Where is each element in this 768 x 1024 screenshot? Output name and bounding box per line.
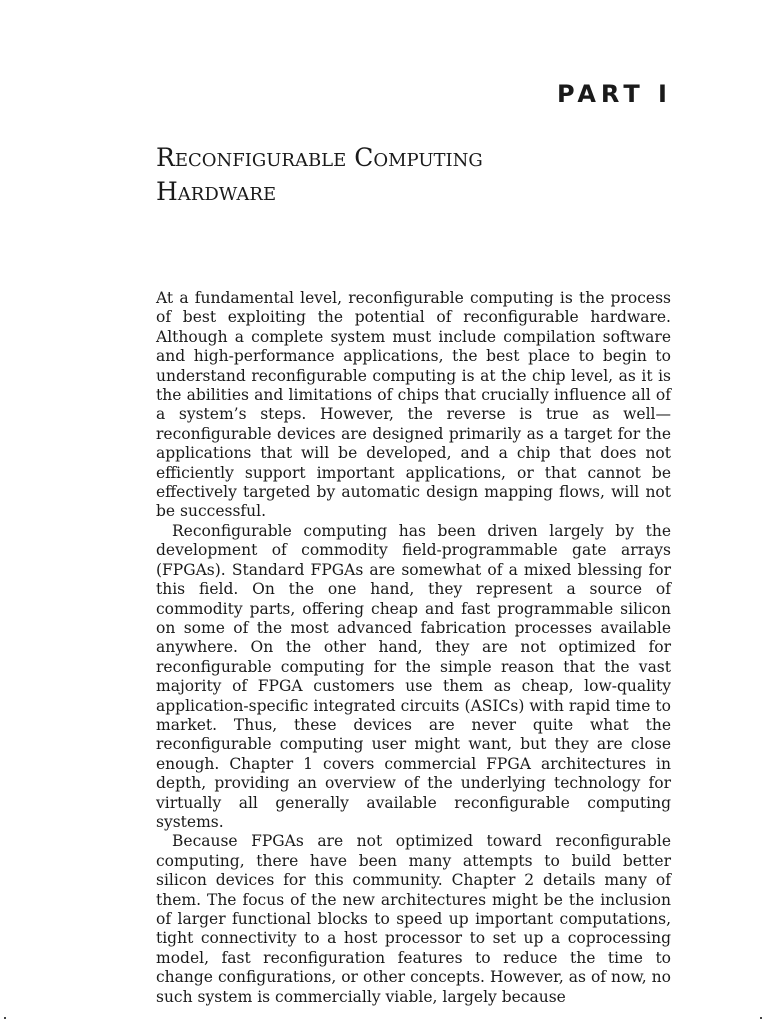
scan-mark-left	[4, 1017, 6, 1019]
part-title	[156, 141, 616, 209]
body-paragraph: Reconfigurable computing has been driven largely by the development of commodity field-programmable gate arrays (FPGAs). Standard FPGAs are somewhat of a mixed blessing for this field. On the one hand, they represent a source of commodity parts, offering cheap and fast programmable silicon on some of the most advanced fabrication processes available anywhere. On the other hand, they are not optimized for reconfigurable computing for the simple reason that the vast majority of FPGA customers use them as cheap, low-quality application-specific integrated circuits (ASICs) with rapid time to market. Thus, these devices are never quite what the reconfigurable computing user might want, but they are close enough. Chapter 1 covers commercial FPGA architectures in depth, providing an overview of the underlying technology for virtually all generally available reconfigurable computing systems.	[156, 521, 671, 831]
scan-mark-right	[760, 1017, 762, 1019]
body-paragraph: Because FPGAs are not optimized toward reconfigurable computing, there have been many attempts to build better silicon devices for this community. Chapter 2 details many of them. The focus of the new architectures might be the inclusion of larger functional blocks to speed up important computations, tight connectivity to a host processor to set up a coprocessing model, fast reconfiguration features to reduce the time to change configurations, or other concepts. However, as of now, no such system is commercially viable, largely because	[156, 832, 671, 1006]
body-text	[156, 289, 671, 1007]
body-paragraph: At a fundamental level, reconfigurable computing is the process of best exploiting the potential of reconfigurable hardware. Although a complete system must include compilation software and high-performance applications, the best place to begin to understand reconfigurable computing is at the chip level, as it is the abilities and limitations of chips that crucially influence all of a system’s steps. However, the reverse is true as well—reconfigurable devices are designed primarily as a target for the applications that will be developed, and a chip that does not efficiently support important applications, or that cannot be effectively targeted by automatic design mapping flows, will not be successful.	[156, 289, 671, 521]
part-title-line-1: Reconfigurable Computing	[156, 143, 483, 172]
part-label: PART I	[556, 80, 672, 108]
part-title-line-2: Hardware	[156, 177, 277, 206]
